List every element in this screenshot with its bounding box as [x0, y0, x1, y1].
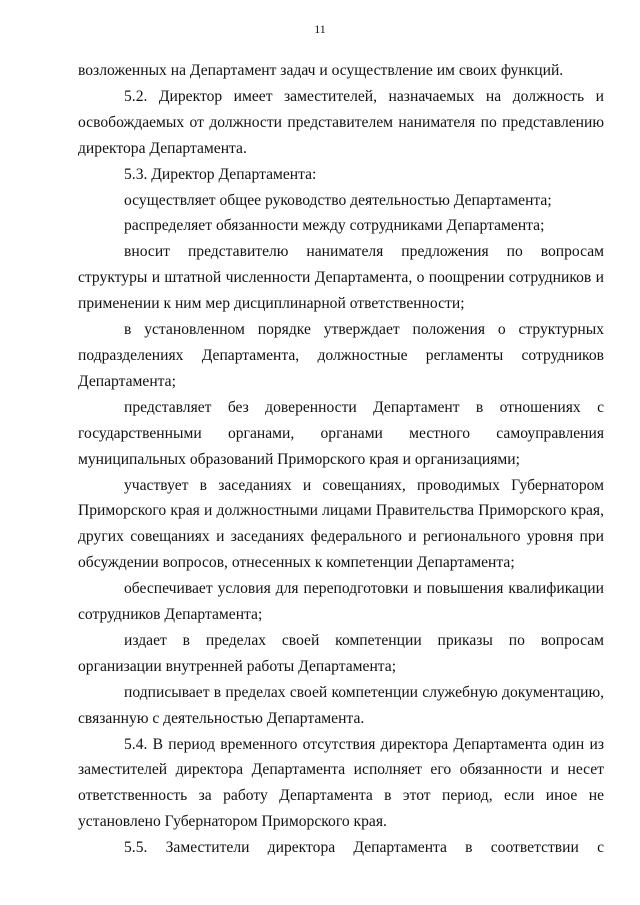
list-item-qualification: обеспечивает условия для переподготовки и повышения квалификации сотрудников Департамента;: [78, 580, 604, 624]
page-number: 11: [314, 22, 326, 36]
list-item-meetings: участвует в заседаниях и совещаниях, проводимых Губернатором Приморского края и должностными лицами Правительства Приморского края, других совещаниях и заседаниях федерального и регионального уровня при обсуждении вопросов, отнесенных к компетенции Департамента;: [78, 476, 604, 572]
list-item-sign-documents: подписывает в пределах своей компетенции служебную документацию, связанную с деятельностью Департамента.: [78, 683, 604, 727]
list-item-orders: издает в пределах своей компетенции приказы по вопросам организации внутренней работы Департамента;: [78, 631, 604, 675]
paragraph-5-3-heading: 5.3. Директор Департамента:: [124, 165, 317, 183]
paragraph-continuation: возложенных на Департамент задач и осуществление им своих функций.: [78, 62, 564, 79]
paragraph-5-2: 5.2. Директор имеет заместителей, назначаемых на должность и освобождаемых от должности представителем нанимателя по представлению директора Департамента.: [78, 87, 604, 157]
list-item-approve-regulations: в установленном порядке утверждает положения о структурных подразделениях Департамента, должностные регламенты сотрудников Департамента;: [78, 321, 604, 390]
document-body: [78, 58, 604, 861]
paragraph-5-4: 5.4. В период временного отсутствия директора Департамента один из заместителей директора Департамента исполняет его обязанности и несет ответственность за работу Департамента в этот период, если иное не установлено Губернатором Приморского края.: [78, 735, 604, 831]
list-item-staffing-proposals: вносит представителю нанимателя предложения по вопросам структуры и штатной численности Департамента, о поощрении сотрудников и применении к ним мер дисциплинарной ответственности;: [78, 243, 604, 313]
list-item-representation: представляет без доверенности Департамент в отношениях с государственными органами, органами местного самоуправления муниципальных образований Приморского края и организациями;: [78, 398, 604, 468]
list-item-distribute-duties: распределяет обязанности между сотрудниками Департамента;: [124, 217, 545, 235]
list-item-general-management: осуществляет общее руководство деятельностью Департамента;: [124, 191, 552, 209]
paragraph-5-5: 5.5. Заместители директора Департамента в соответствии с: [124, 839, 604, 857]
